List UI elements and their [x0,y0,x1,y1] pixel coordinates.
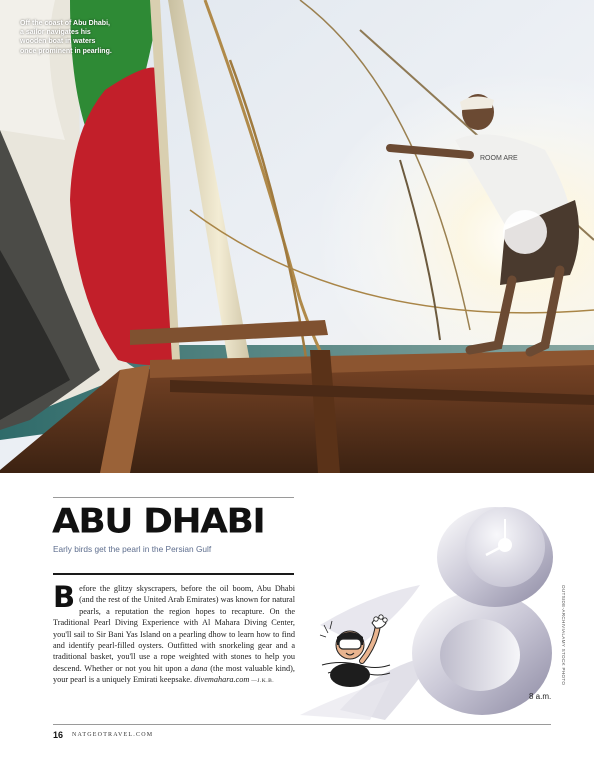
body-text-end: (the most valuable kind), your pearl is a uniquely Emirati keepsake. [53,663,295,685]
footer-rule [53,724,551,725]
drop-cap: B [53,580,76,614]
clock-icon [465,507,545,587]
photo-caption: Off the coast of Abu Dhabi, a sailor navigates his wooden boat in waters once prominent in pearling. [20,20,112,55]
shirt-text: ROOM ARE [480,155,518,162]
time-label: 8 a.m. [529,692,552,701]
footer-site[interactable]: NATGEOTRAVEL.COM [72,732,154,738]
top-rule [53,497,294,498]
section-rule [53,573,294,575]
page-number: 16 [53,730,64,740]
website-link[interactable]: divemahara.com [194,675,250,685]
article-subtitle: Early birds get the pearl in the Persian Gulf [53,544,212,554]
article-body [53,580,295,688]
body-italic-word: dana [190,663,208,673]
clock-diver-illustration [300,505,560,725]
body-text-main: efore the glitzy skyscrapers, before the oil boom, Abu Dhabi (and the rest of the United Arab Emirates) was known for natural pearls, a reputation the region hopes to recapture. On the Traditional Pearl Diving Experience with Al Mahara Diving Center, you'll sail to Sir Bani Yas Island on a pearling dhow to learn how to find and identify pearl-filled oysters. Outfitted with snorkeling gear and a traditional basket, you'll use a rope weighted with stones to help you descend. Whether or not you hit upon a [53,584,295,673]
photo-credit: OUTSIDE-ARCHIVIALAMY STOCK PHOTO [561,585,566,686]
author-signature: —J.K.B. [249,678,275,685]
numeral-eight-icon [300,505,560,725]
article-title: ABU DHABI [52,502,265,541]
